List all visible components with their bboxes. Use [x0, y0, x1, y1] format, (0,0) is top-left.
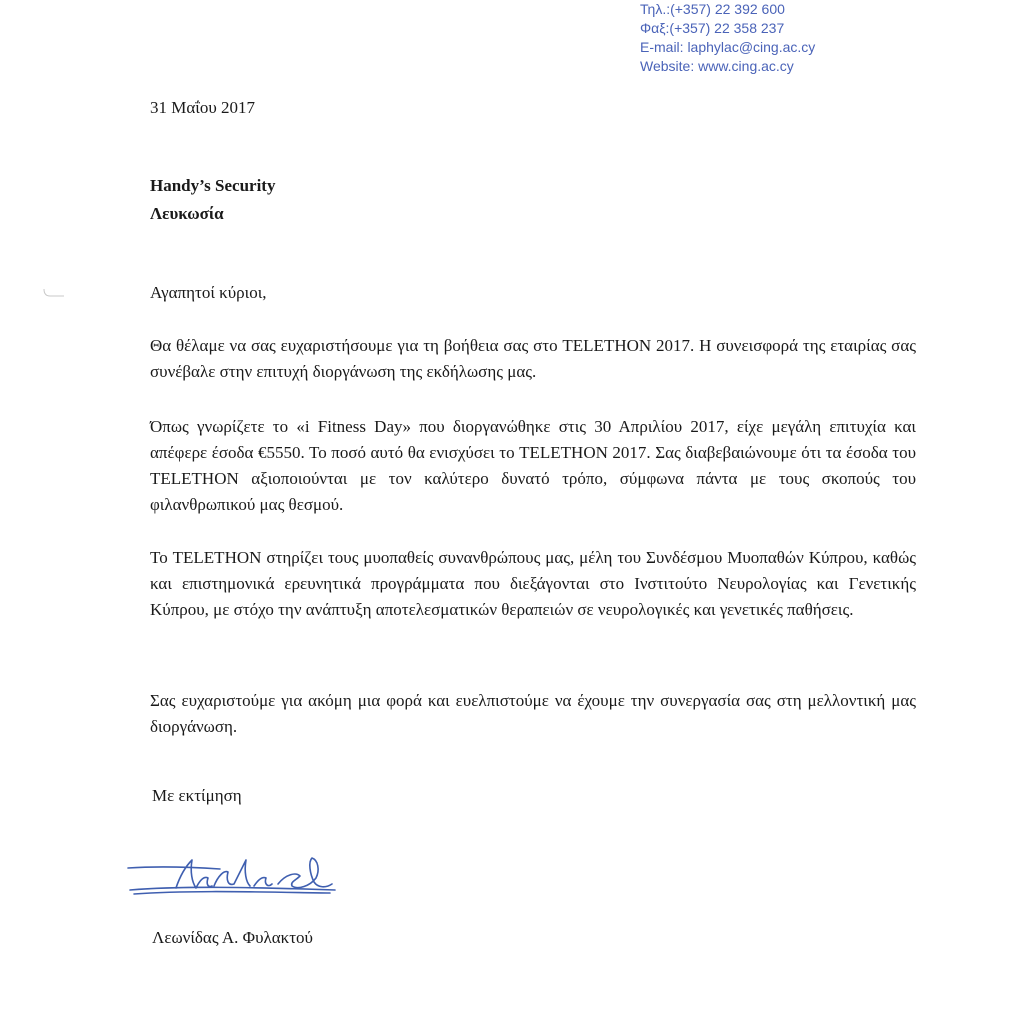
recipient-block [150, 172, 275, 228]
letterhead-contact-block [640, 0, 815, 76]
closing-phrase: Με εκτίμηση [152, 786, 242, 805]
letterhead-fax: Φαξ:(+357) 22 358 237 [640, 20, 785, 36]
handwritten-signature [120, 846, 350, 906]
body-paragraph-2: Όπως γνωρίζετε το «i Fitness Day» που διοργανώθηκε στις 30 Απριλίου 2017, είχε μεγάλη επιτυχία και απέφερε έσοδα €5550. Το ποσό αυτό θα ενισχύσει το TELETHON 2017. Σας διαβεβαιώνουμε ότι τα έσοδα του TELETHON αξιοποιούνται με τον καλύτερο δυνατό τρόπο, σύμφωνα πάντα με τους σκοπούς του φιλανθρωπικού μας θεσμού. [150, 417, 916, 514]
letterhead-phone: Τηλ.:(+357) 22 392 600 [640, 1, 785, 17]
recipient-city: Λευκωσία [150, 204, 224, 223]
letterhead-website: Website: www.cing.ac.cy [640, 58, 794, 74]
letter-date: 31 Μαΐου 2017 [150, 98, 256, 117]
scan-mark [42, 288, 66, 298]
body-paragraph-3: Το TELETHON στηρίζει τους μυοπαθείς συνανθρώπους μας, μέλη του Συνδέσμου Μυοπαθών Κύπρου, καθώς και επιστημονικά ερευνητικά προγράμματα που διεξάγονται στο Ινστιτούτο Νευρολογίας και Γενετικής Κύπρου, με στόχο την ανάπτυξη αποτελεσματικών θεραπειών σε νευρολογικές και γενετικές παθήσεις. [150, 548, 916, 619]
letterhead-email: E-mail: laphylac@cing.ac.cy [640, 39, 816, 55]
signer-name: Λεωνίδας Α. Φυλακτού [152, 928, 313, 947]
body-paragraph-1: Θα θέλαμε να σας ευχαριστήσουμε για τη βοήθεια σας στο TELETHON 2017. Η συνεισφορά της εταιρίας σας συνέβαλε στην επιτυχή διοργάνωση της εκδήλωσης μας. [150, 336, 916, 381]
recipient-name: Handy’s Security [150, 176, 276, 195]
salutation: Αγαπητοί κύριοι, [150, 283, 267, 302]
body-paragraph-4: Σας ευχαριστούμε για ακόμη μια φορά και ευελπιστούμε να έχουμε την συνεργασία σας στη μελλοντική μας διοργάνωση. [150, 691, 916, 736]
